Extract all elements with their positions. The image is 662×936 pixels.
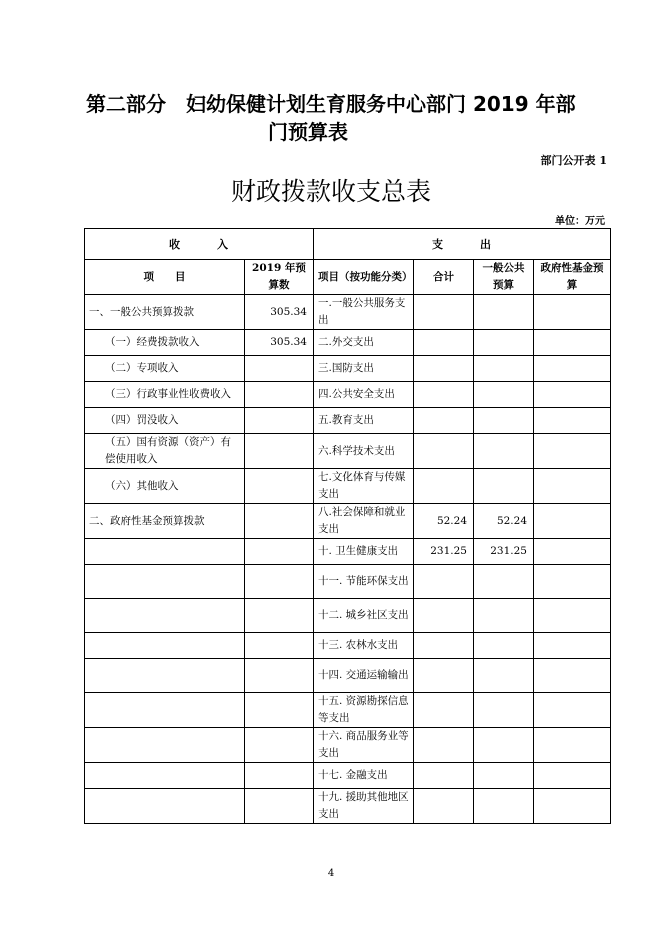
expense-item-cell: 十二. 城乡社区支出 xyxy=(314,599,414,633)
expense-item-cell: 一.一般公共服务支出 xyxy=(314,295,414,330)
expense-item-cell: 十六. 商品服务业等支出 xyxy=(314,728,414,763)
income-item-cell xyxy=(85,633,245,659)
expense-item-cell: 十五. 资源勘探信息等支出 xyxy=(314,693,414,728)
income-value-cell xyxy=(245,565,314,599)
expense-general-cell: 231.25 xyxy=(474,539,534,565)
income-item-cell xyxy=(85,599,245,633)
income-item-cell: （六）其他收入 xyxy=(85,469,245,504)
expense-general-cell xyxy=(474,434,534,469)
income-group-header: 收 入 xyxy=(85,229,314,260)
income-value-cell xyxy=(245,504,314,539)
expense-fund-cell xyxy=(534,728,611,763)
income-value-cell xyxy=(245,728,314,763)
table-row xyxy=(85,295,611,330)
table-row xyxy=(85,659,611,693)
expense-total-cell xyxy=(414,382,474,408)
income-item-cell xyxy=(85,789,245,824)
expense-fund-cell xyxy=(534,633,611,659)
income-item-cell: （五）国有资源（资产）有偿使用收入 xyxy=(85,434,245,469)
expense-general-cell xyxy=(474,295,534,330)
expense-item-cell: 十. 卫生健康支出 xyxy=(314,539,414,565)
table-row xyxy=(85,330,611,356)
expense-total-cell xyxy=(414,295,474,330)
expense-item-cell: 十九. 援助其他地区支出 xyxy=(314,789,414,824)
expense-total-cell xyxy=(414,728,474,763)
table-row xyxy=(85,693,611,728)
expense-total-cell xyxy=(414,693,474,728)
expense-total-cell xyxy=(414,763,474,789)
expense-item-cell: 五.教育支出 xyxy=(314,408,414,434)
budget-table xyxy=(84,228,611,824)
expense-total-cell xyxy=(414,599,474,633)
income-value-cell xyxy=(245,382,314,408)
expense-group-header: 支 出 xyxy=(314,229,611,260)
expense-item-cell: 十三. 农林水支出 xyxy=(314,633,414,659)
income-value-cell xyxy=(245,469,314,504)
expense-fund-cell xyxy=(534,330,611,356)
col-header-expense-item: 项目（按功能分类） xyxy=(314,260,414,295)
expense-general-cell xyxy=(474,599,534,633)
income-value-cell xyxy=(245,356,314,382)
expense-fund-cell xyxy=(534,295,611,330)
col-header-budget: 2019 年预算数 xyxy=(245,260,314,295)
expense-general-cell xyxy=(474,469,534,504)
expense-general-cell xyxy=(474,728,534,763)
table-row xyxy=(85,356,611,382)
expense-item-cell: 八.社会保障和就业支出 xyxy=(314,504,414,539)
expense-fund-cell xyxy=(534,659,611,693)
expense-general-cell xyxy=(474,330,534,356)
col-header-general: 一般公共预算 xyxy=(474,260,534,295)
table-row xyxy=(85,565,611,599)
part-title-line2: 门预算表 xyxy=(268,120,348,144)
expense-general-cell xyxy=(474,356,534,382)
expense-general-cell xyxy=(474,763,534,789)
expense-general-cell xyxy=(474,565,534,599)
expense-fund-cell xyxy=(534,693,611,728)
expense-total-cell xyxy=(414,434,474,469)
expense-total-cell xyxy=(414,408,474,434)
expense-total-cell xyxy=(414,633,474,659)
expense-fund-cell xyxy=(534,408,611,434)
table-row xyxy=(85,469,611,504)
income-item-cell xyxy=(85,659,245,693)
table-body xyxy=(85,295,611,824)
income-value-cell xyxy=(245,659,314,693)
income-item-cell: （四）罚没收入 xyxy=(85,408,245,434)
income-value-cell xyxy=(245,789,314,824)
expense-general-cell xyxy=(474,382,534,408)
income-value-cell xyxy=(245,763,314,789)
income-item-cell xyxy=(85,728,245,763)
expense-fund-cell xyxy=(534,434,611,469)
expense-total-cell xyxy=(414,356,474,382)
expense-item-cell: 十一. 节能环保支出 xyxy=(314,565,414,599)
expense-fund-cell xyxy=(534,356,611,382)
table-row xyxy=(85,434,611,469)
income-item-cell xyxy=(85,565,245,599)
table-row xyxy=(85,599,611,633)
income-value-cell xyxy=(245,434,314,469)
table-row xyxy=(85,728,611,763)
table-row xyxy=(85,382,611,408)
income-item-cell: 二、政府性基金预算拨款 xyxy=(85,504,245,539)
income-value-cell xyxy=(245,599,314,633)
expense-total-cell xyxy=(414,789,474,824)
table-row xyxy=(85,789,611,824)
expense-general-cell: 52.24 xyxy=(474,504,534,539)
page-number: 4 xyxy=(327,868,335,879)
expense-general-cell xyxy=(474,693,534,728)
expense-total-cell: 52.24 xyxy=(414,504,474,539)
expense-total-cell: 231.25 xyxy=(414,539,474,565)
table-row xyxy=(85,408,611,434)
expense-general-cell xyxy=(474,659,534,693)
expense-item-cell: 二.外交支出 xyxy=(314,330,414,356)
income-value-cell xyxy=(245,539,314,565)
income-item-cell xyxy=(85,763,245,789)
expense-total-cell xyxy=(414,469,474,504)
income-value-cell: 305.34 xyxy=(245,330,314,356)
part-title xyxy=(86,90,606,146)
income-item-cell: （二）专项收入 xyxy=(85,356,245,382)
unit-label: 单位：万元 xyxy=(555,216,605,227)
income-value-cell xyxy=(245,633,314,659)
income-item-cell xyxy=(85,693,245,728)
form-code: 部门公开表 1 xyxy=(540,154,607,167)
expense-item-cell: 七.文化体育与传媒支出 xyxy=(314,469,414,504)
expense-fund-cell xyxy=(534,599,611,633)
expense-fund-cell xyxy=(534,763,611,789)
col-header-total: 合计 xyxy=(414,260,474,295)
expense-general-cell xyxy=(474,408,534,434)
expense-general-cell xyxy=(474,633,534,659)
income-value-cell xyxy=(245,408,314,434)
expense-fund-cell xyxy=(534,469,611,504)
table-row xyxy=(85,763,611,789)
income-item-cell: （一）经费拨款收入 xyxy=(85,330,245,356)
expense-total-cell xyxy=(414,565,474,599)
col-header-fund: 政府性基金预算 xyxy=(534,260,611,295)
income-item-cell: 一、一般公共预算拨款 xyxy=(85,295,245,330)
part-title-line1: 第二部分 妇幼保健计划生育服务中心部门 2019 年部 xyxy=(86,92,576,116)
expense-fund-cell xyxy=(534,382,611,408)
income-item-cell: （三）行政事业性收费收入 xyxy=(85,382,245,408)
expense-item-cell: 三.国防支出 xyxy=(314,356,414,382)
income-item-cell xyxy=(85,539,245,565)
expense-fund-cell xyxy=(534,789,611,824)
expense-item-cell: 十四. 交通运输输出 xyxy=(314,659,414,693)
income-value-cell xyxy=(245,693,314,728)
expense-item-cell: 六.科学技术支出 xyxy=(314,434,414,469)
expense-total-cell xyxy=(414,330,474,356)
expense-item-cell: 十七. 金融支出 xyxy=(314,763,414,789)
expense-total-cell xyxy=(414,659,474,693)
col-header-item: 项 目 xyxy=(85,260,245,295)
table-title: 财政拨款收支总表 xyxy=(230,177,431,206)
expense-general-cell xyxy=(474,789,534,824)
expense-item-cell: 四.公共安全支出 xyxy=(314,382,414,408)
expense-fund-cell xyxy=(534,504,611,539)
expense-fund-cell xyxy=(534,565,611,599)
table-row xyxy=(85,539,611,565)
income-value-cell: 305.34 xyxy=(245,295,314,330)
expense-fund-cell xyxy=(534,539,611,565)
table-row xyxy=(85,504,611,539)
table-row xyxy=(85,633,611,659)
